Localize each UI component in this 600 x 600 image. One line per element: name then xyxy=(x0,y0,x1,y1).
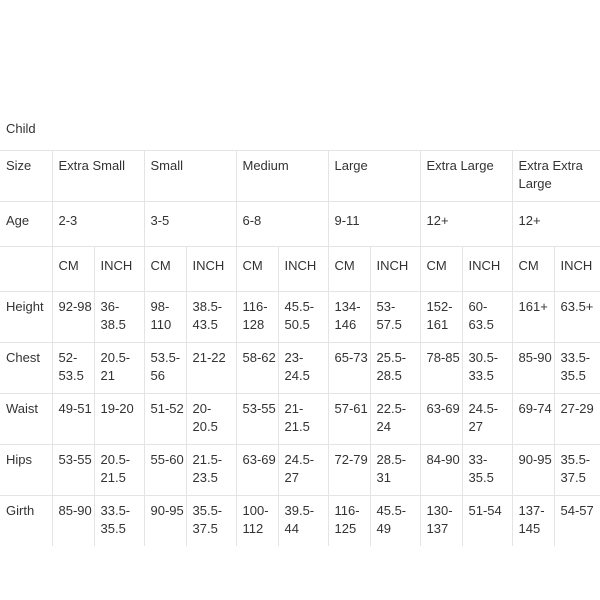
measurement-label: Chest xyxy=(0,343,52,394)
measurement-cm-cell: 72-79 xyxy=(328,445,370,496)
measurement-cm-cell: 137-145 xyxy=(512,496,554,547)
measurement-inch-cell: 30.5-33.5 xyxy=(462,343,512,394)
age-value: 6-8 xyxy=(236,202,328,247)
size-name: Small xyxy=(144,151,236,202)
measurement-cm-cell: 49-51 xyxy=(52,394,94,445)
measurement-cm-cell: 51-52 xyxy=(144,394,186,445)
measurement-cm-cell: 84-90 xyxy=(420,445,462,496)
age-value: 2-3 xyxy=(52,202,144,247)
unit-cm: CM xyxy=(144,247,186,292)
measurement-inch-cell: 24.5-27 xyxy=(462,394,512,445)
measurement-cm-cell: 58-62 xyxy=(236,343,278,394)
measurement-label: Girth xyxy=(6,503,35,518)
measurement-cm-cell: 53.5-56 xyxy=(144,343,186,394)
measurement-cm-cell: 134-146 xyxy=(328,292,370,343)
unit-cm: CM xyxy=(420,247,462,292)
units-label-empty xyxy=(0,247,52,292)
measurement-cm-cell: 63-69 xyxy=(420,394,462,445)
measurement-inch-cell: 27-29 xyxy=(554,394,600,445)
measurement-inch-cell: 60-63.5 xyxy=(462,292,512,343)
measurement-inch-cell: 28.5-31 xyxy=(370,445,420,496)
measurement-inch-cell: 33.5-35.5 xyxy=(94,496,144,547)
units-row xyxy=(0,247,600,292)
age-value: 9-11 xyxy=(328,202,420,247)
unit-cm: CM xyxy=(328,247,370,292)
age-value: 12+ xyxy=(512,202,600,247)
measurement-row xyxy=(0,292,600,343)
measurement-cm-cell: 100-112 xyxy=(236,496,278,547)
measurement-inch-cell: 20.5-21 xyxy=(94,343,144,394)
unit-inch: INCH xyxy=(554,247,600,292)
size-name: Large xyxy=(328,151,420,202)
measurement-cm-cell: 161+ xyxy=(512,292,554,343)
measurement-cm-cell: 57-61 xyxy=(328,394,370,445)
unit-cm: CM xyxy=(512,247,554,292)
measurement-cm-cell: 152-161 xyxy=(420,292,462,343)
measurement-inch-cell: 45.5-50.5 xyxy=(278,292,328,343)
measurement-cm-cell: 116-125 xyxy=(328,496,370,547)
size-name: Extra Small xyxy=(52,151,144,202)
measurement-cm-cell: 65-73 xyxy=(328,343,370,394)
measurement-cm-cell: 85-90 xyxy=(512,343,554,394)
measurement-inch-cell: 33-35.5 xyxy=(462,445,512,496)
measurement-inch-cell: 33.5-35.5 xyxy=(554,343,600,394)
size-name: Extra Extra Large xyxy=(512,151,600,202)
unit-inch: INCH xyxy=(370,247,420,292)
unit-inch: INCH xyxy=(94,247,144,292)
measurement-inch-cell: 51-54 xyxy=(462,496,512,547)
unit-inch: INCH xyxy=(462,247,512,292)
measurement-inch-cell: 19-20 xyxy=(94,394,144,445)
unit-inch: INCH xyxy=(278,247,328,292)
measurement-inch-cell: 20.5-21.5 xyxy=(94,445,144,496)
measurement-inch-cell: 20-20.5 xyxy=(186,394,236,445)
measurement-cm-cell: 85-90 xyxy=(52,496,94,547)
measurement-inch-cell: 22.5-24 xyxy=(370,394,420,445)
measurement-inch-cell: 35.5-37.5 xyxy=(554,445,600,496)
age-label: Age xyxy=(0,202,52,247)
measurement-row xyxy=(0,394,600,445)
measurement-inch-cell: 21.5-23.5 xyxy=(186,445,236,496)
measurement-cm-cell: 90-95 xyxy=(512,445,554,496)
table-caption: Child xyxy=(0,114,600,151)
measurement-inch-cell: 24.5-27 xyxy=(278,445,328,496)
measurement-cm-cell: 53-55 xyxy=(52,445,94,496)
measurement-cm-cell: 63-69 xyxy=(236,445,278,496)
size-name: Medium xyxy=(236,151,328,202)
size-name: Extra Large xyxy=(420,151,512,202)
age-value: 12+ xyxy=(420,202,512,247)
measurement-inch-cell: 21-22 xyxy=(186,343,236,394)
measurement-cm-cell: 69-74 xyxy=(512,394,554,445)
measurement-cm-cell: 53-55 xyxy=(236,394,278,445)
unit-cm: CM xyxy=(52,247,94,292)
measurement-inch-cell: 53-57.5 xyxy=(370,292,420,343)
measurement-inch-cell: 38.5-43.5 xyxy=(186,292,236,343)
measurement-row xyxy=(0,445,600,496)
measurement-label: Waist xyxy=(0,394,52,445)
measurement-inch-cell: 36-38.5 xyxy=(94,292,144,343)
size-header-label: Size xyxy=(0,151,52,202)
measurement-inch-cell: 39.5-44 xyxy=(278,496,328,547)
measurement-inch-cell: 35.5-37.5 xyxy=(186,496,236,547)
measurement-inch-cell: 45.5-49 xyxy=(370,496,420,547)
measurement-cm-cell: 55-60 xyxy=(144,445,186,496)
measurement-inch-cell: 54-57 xyxy=(554,496,600,547)
measurement-cm-cell: 130-137 xyxy=(420,496,462,547)
measurement-label: Height xyxy=(0,292,52,343)
size-chart-table xyxy=(0,114,600,546)
age-row xyxy=(0,202,600,247)
measurement-inch-cell: 63.5+ xyxy=(554,292,600,343)
size-row xyxy=(0,151,600,202)
measurement-cm-cell: 116-128 xyxy=(236,292,278,343)
unit-inch: INCH xyxy=(186,247,236,292)
measurement-cm-cell: 98-110 xyxy=(144,292,186,343)
measurement-cm-cell: 92-98 xyxy=(52,292,94,343)
age-value: 3-5 xyxy=(144,202,236,247)
measurement-inch-cell: 21-21.5 xyxy=(278,394,328,445)
measurement-cm-cell: 52-53.5 xyxy=(52,343,94,394)
unit-cm: CM xyxy=(236,247,278,292)
measurement-inch-cell: 23-24.5 xyxy=(278,343,328,394)
measurement-label: Hips xyxy=(0,445,52,496)
measurement-inch-cell: 25.5-28.5 xyxy=(370,343,420,394)
measurement-cm-cell: 78-85 xyxy=(420,343,462,394)
caption-row xyxy=(0,114,600,151)
measurement-cm-cell: 90-95 xyxy=(144,496,186,547)
measurement-row xyxy=(0,496,600,547)
measurement-row xyxy=(0,343,600,394)
